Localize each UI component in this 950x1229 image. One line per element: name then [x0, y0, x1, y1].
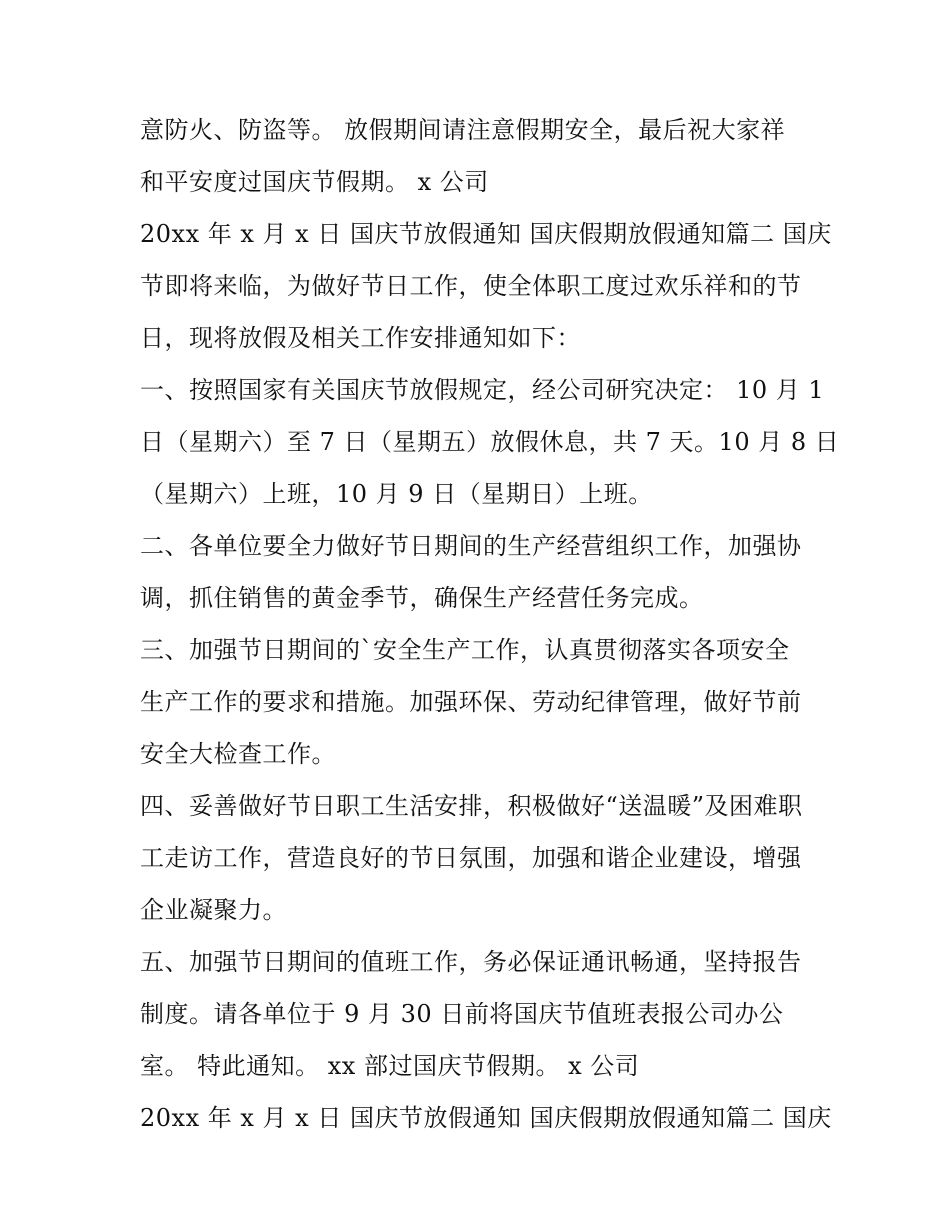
- text-line: 安全大检查工作。: [140, 740, 336, 768]
- text-line: 企业凝聚力。: [140, 896, 287, 924]
- text-line: 节即将来临，为做好节日工作，使全体职工度过欢乐祥和的节: [140, 272, 802, 300]
- text-line: 20xx 年 x 月 x 日 国庆节放假通知 国庆假期放假通知篇二 国庆: [140, 220, 832, 248]
- text-line: 调，抓住销售的黄金季节，确保生产经营任务完成。: [140, 584, 704, 612]
- text-line: 五、加强节日期间的值班工作，务必保证通讯畅通，坚持报告: [140, 948, 802, 976]
- text-line: （星期六）上班，10 月 9 日（星期日）上班。: [140, 480, 653, 508]
- text-line: 三、加强节日期间的`安全生产工作，认真贯彻落实各项安全: [140, 636, 790, 664]
- text-line: 工走访工作，营造良好的节日氛围，加强和谐企业建设，增强: [140, 844, 802, 872]
- text-line: 日（星期六）至 7 日（星期五）放假休息，共 7 天。10 月 8 日: [140, 428, 840, 456]
- text-line: 日，现将放假及相关工作安排通知如下：: [140, 324, 581, 352]
- text-line: 20xx 年 x 月 x 日 国庆节放假通知 国庆假期放假通知篇二 国庆: [140, 1104, 832, 1132]
- text-line: 意防火、防盗等。 放假期间请注意假期安全，最后祝大家祥: [140, 116, 786, 144]
- text-line: 四、妥善做好节日职工生活安排，积极做好“送温暖”及困难职: [140, 792, 803, 820]
- text-line: 制度。请各单位于 9 月 30 日前将国庆节值班表报公司办公: [140, 1000, 784, 1028]
- text-line: 二、各单位要全力做好节日期间的生产经营组织工作，加强协: [140, 532, 802, 560]
- text-line: 和平安度过国庆节假期。 x 公司: [140, 168, 489, 196]
- text-line: 生产工作的要求和措施。加强环保、劳动纪律管理，做好节前: [140, 688, 802, 716]
- text-line: 一、按照国家有关国庆节放假规定，经公司研究决定： 10 月 1: [140, 376, 825, 404]
- text-line: 室。 特此通知。 xx 部过国庆节假期。 x 公司: [140, 1052, 640, 1080]
